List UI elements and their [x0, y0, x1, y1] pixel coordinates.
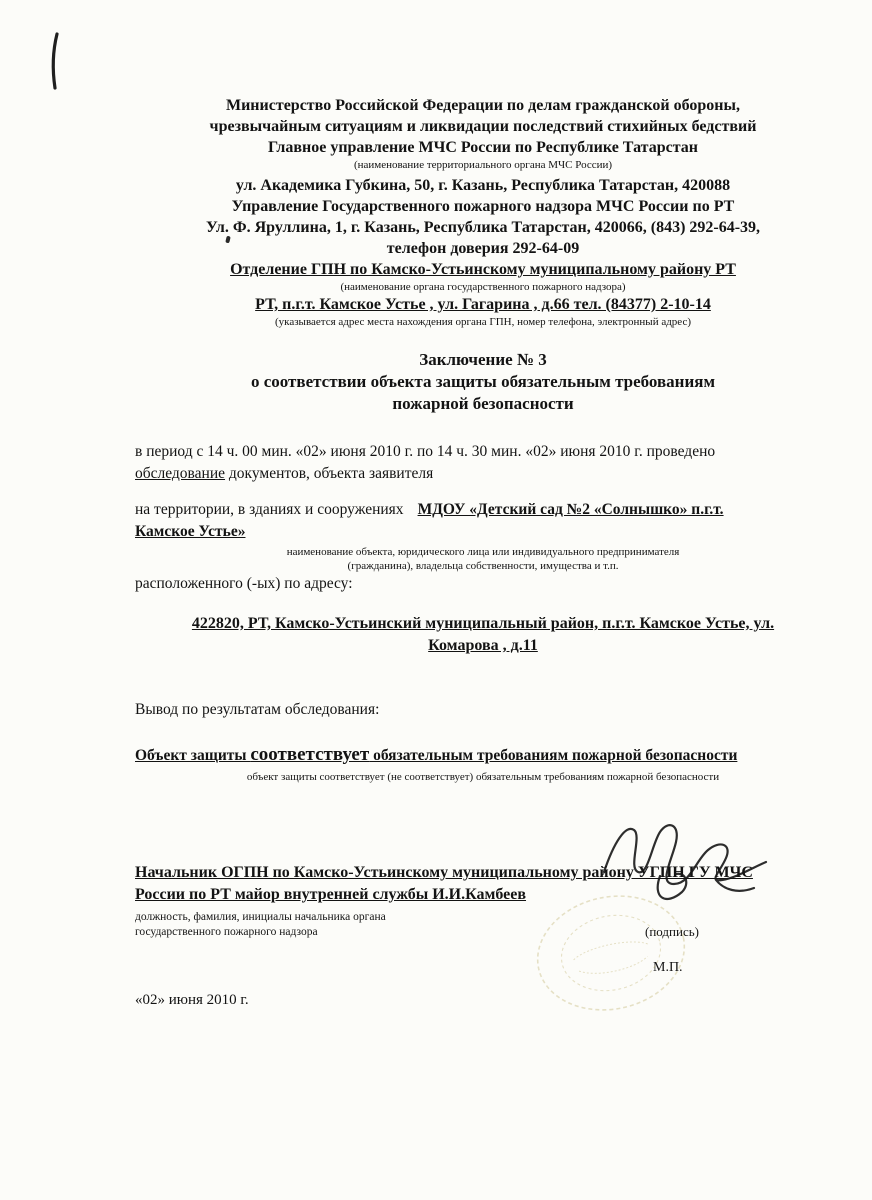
title-number: Заключение № 3	[419, 350, 547, 369]
address-line2: Ул. Ф. Яруллина, 1, г. Казань, Республика Татарстан, 420066, (843) 292-64-39,	[205, 219, 761, 236]
gpn-organ-note: (наименование органа государственного пожарного надзора)	[340, 281, 626, 293]
stamp	[528, 888, 694, 1018]
object-note1: наименование объекта, юридического лица или индивидуального предпринимателя	[286, 546, 680, 558]
title-subject2: пожарной безопасности	[392, 394, 574, 413]
territorial-organ-note: (наименование территориального органа МЧС России)	[353, 159, 613, 171]
address-line: ул. Академика Губкина, 50, г. Казань, Республика Татарстан, 420088	[235, 177, 731, 194]
signature-notes-row	[135, 910, 831, 940]
ministry-line: Министерство Российской Федерации по делам гражданской обороны,	[225, 97, 741, 114]
document-date: «02» июня 2010 г.	[135, 992, 249, 1008]
document-title	[135, 349, 831, 415]
survey-word: обследование	[135, 465, 226, 482]
seal-placeholder-label: М.П.	[653, 960, 683, 975]
period-rest: документов, объекта заявителя	[225, 465, 434, 482]
conclusion-verdict: соответствует	[250, 744, 370, 765]
object-address	[135, 613, 831, 657]
conclusion-note: объект защиты соответствует (не соответствует) обязательным требованиям пожарной безопасности	[246, 771, 720, 783]
position-note	[135, 910, 565, 940]
gpn-address-note: (указывается адрес места нахождения органа ГПН, номер телефона, электронный адрес)	[274, 316, 692, 328]
title-subject: о соответствии объекта защиты обязательным требованиям	[250, 372, 716, 391]
inspection-period-paragraph	[135, 441, 831, 485]
object-paragraph	[135, 499, 831, 543]
located-label: расположенного (-ых) по адресу:	[135, 575, 353, 592]
object-name-part2: Камское Устье»	[135, 523, 246, 540]
letterhead	[135, 95, 831, 329]
position-note-line2: государственного пожарного надзора	[135, 926, 318, 938]
gpn-directorate-line: Управление Государственного пожарного надзора МЧС России по РТ	[231, 198, 735, 215]
chief-title-line1: Начальник ОГПН по Камско-Устьинскому муниципальному району УГПН ГУ МЧС	[135, 864, 753, 881]
position-note-line1: должность, фамилия, инициалы начальника органа	[135, 911, 386, 923]
pen-mark	[44, 30, 68, 92]
ministry-line: чрезвычайным ситуациям и ликвидации последствий стихийных бедствий	[209, 118, 757, 135]
object-name-part1: МДОУ «Детский сад №2 «Солнышко» п.г.т.	[417, 501, 724, 518]
trust-phone-line: телефон доверия 292-64-09	[386, 240, 580, 257]
territory-text: на территории, в зданиях и сооружениях	[135, 501, 404, 518]
conclusion-rest: обязательным требованиям пожарной безопасности	[369, 747, 738, 764]
gpn-department-line: Отделение ГПН по Камско-Устьинскому муниципальному району РТ	[230, 261, 736, 278]
address-part1: 422820, РТ, Камско-Устьинский муниципальный район, п.г.т. Камское Устье, ул.	[191, 615, 775, 632]
conclusion-label: Вывод по результатам обследования:	[135, 701, 380, 718]
gpn-address-line: РТ, п.г.т. Камское Устье , ул. Гагарина , д.66 тел. (84377) 2-10-14	[255, 296, 711, 313]
main-directorate-line: Главное управление МЧС России по Республике Татарстан	[268, 139, 698, 156]
conclusion-line	[135, 743, 831, 768]
chief-title-line2: России по РТ майор внутренней службы И.И.Камбеев	[135, 886, 527, 903]
conclusion-pre: Объект защиты	[135, 747, 251, 764]
object-note2: (гражданина), владельца собственности, имущества и т.п.	[347, 560, 619, 572]
period-text: в период с 14 ч. 00 мин. «02» июня 2010 г. по 14 ч. 30 мин. «02» июня 2010 г. проведено	[135, 443, 716, 460]
sign-label: (подпись)	[645, 924, 699, 939]
address-part2: Комарова , д.11	[428, 637, 538, 654]
